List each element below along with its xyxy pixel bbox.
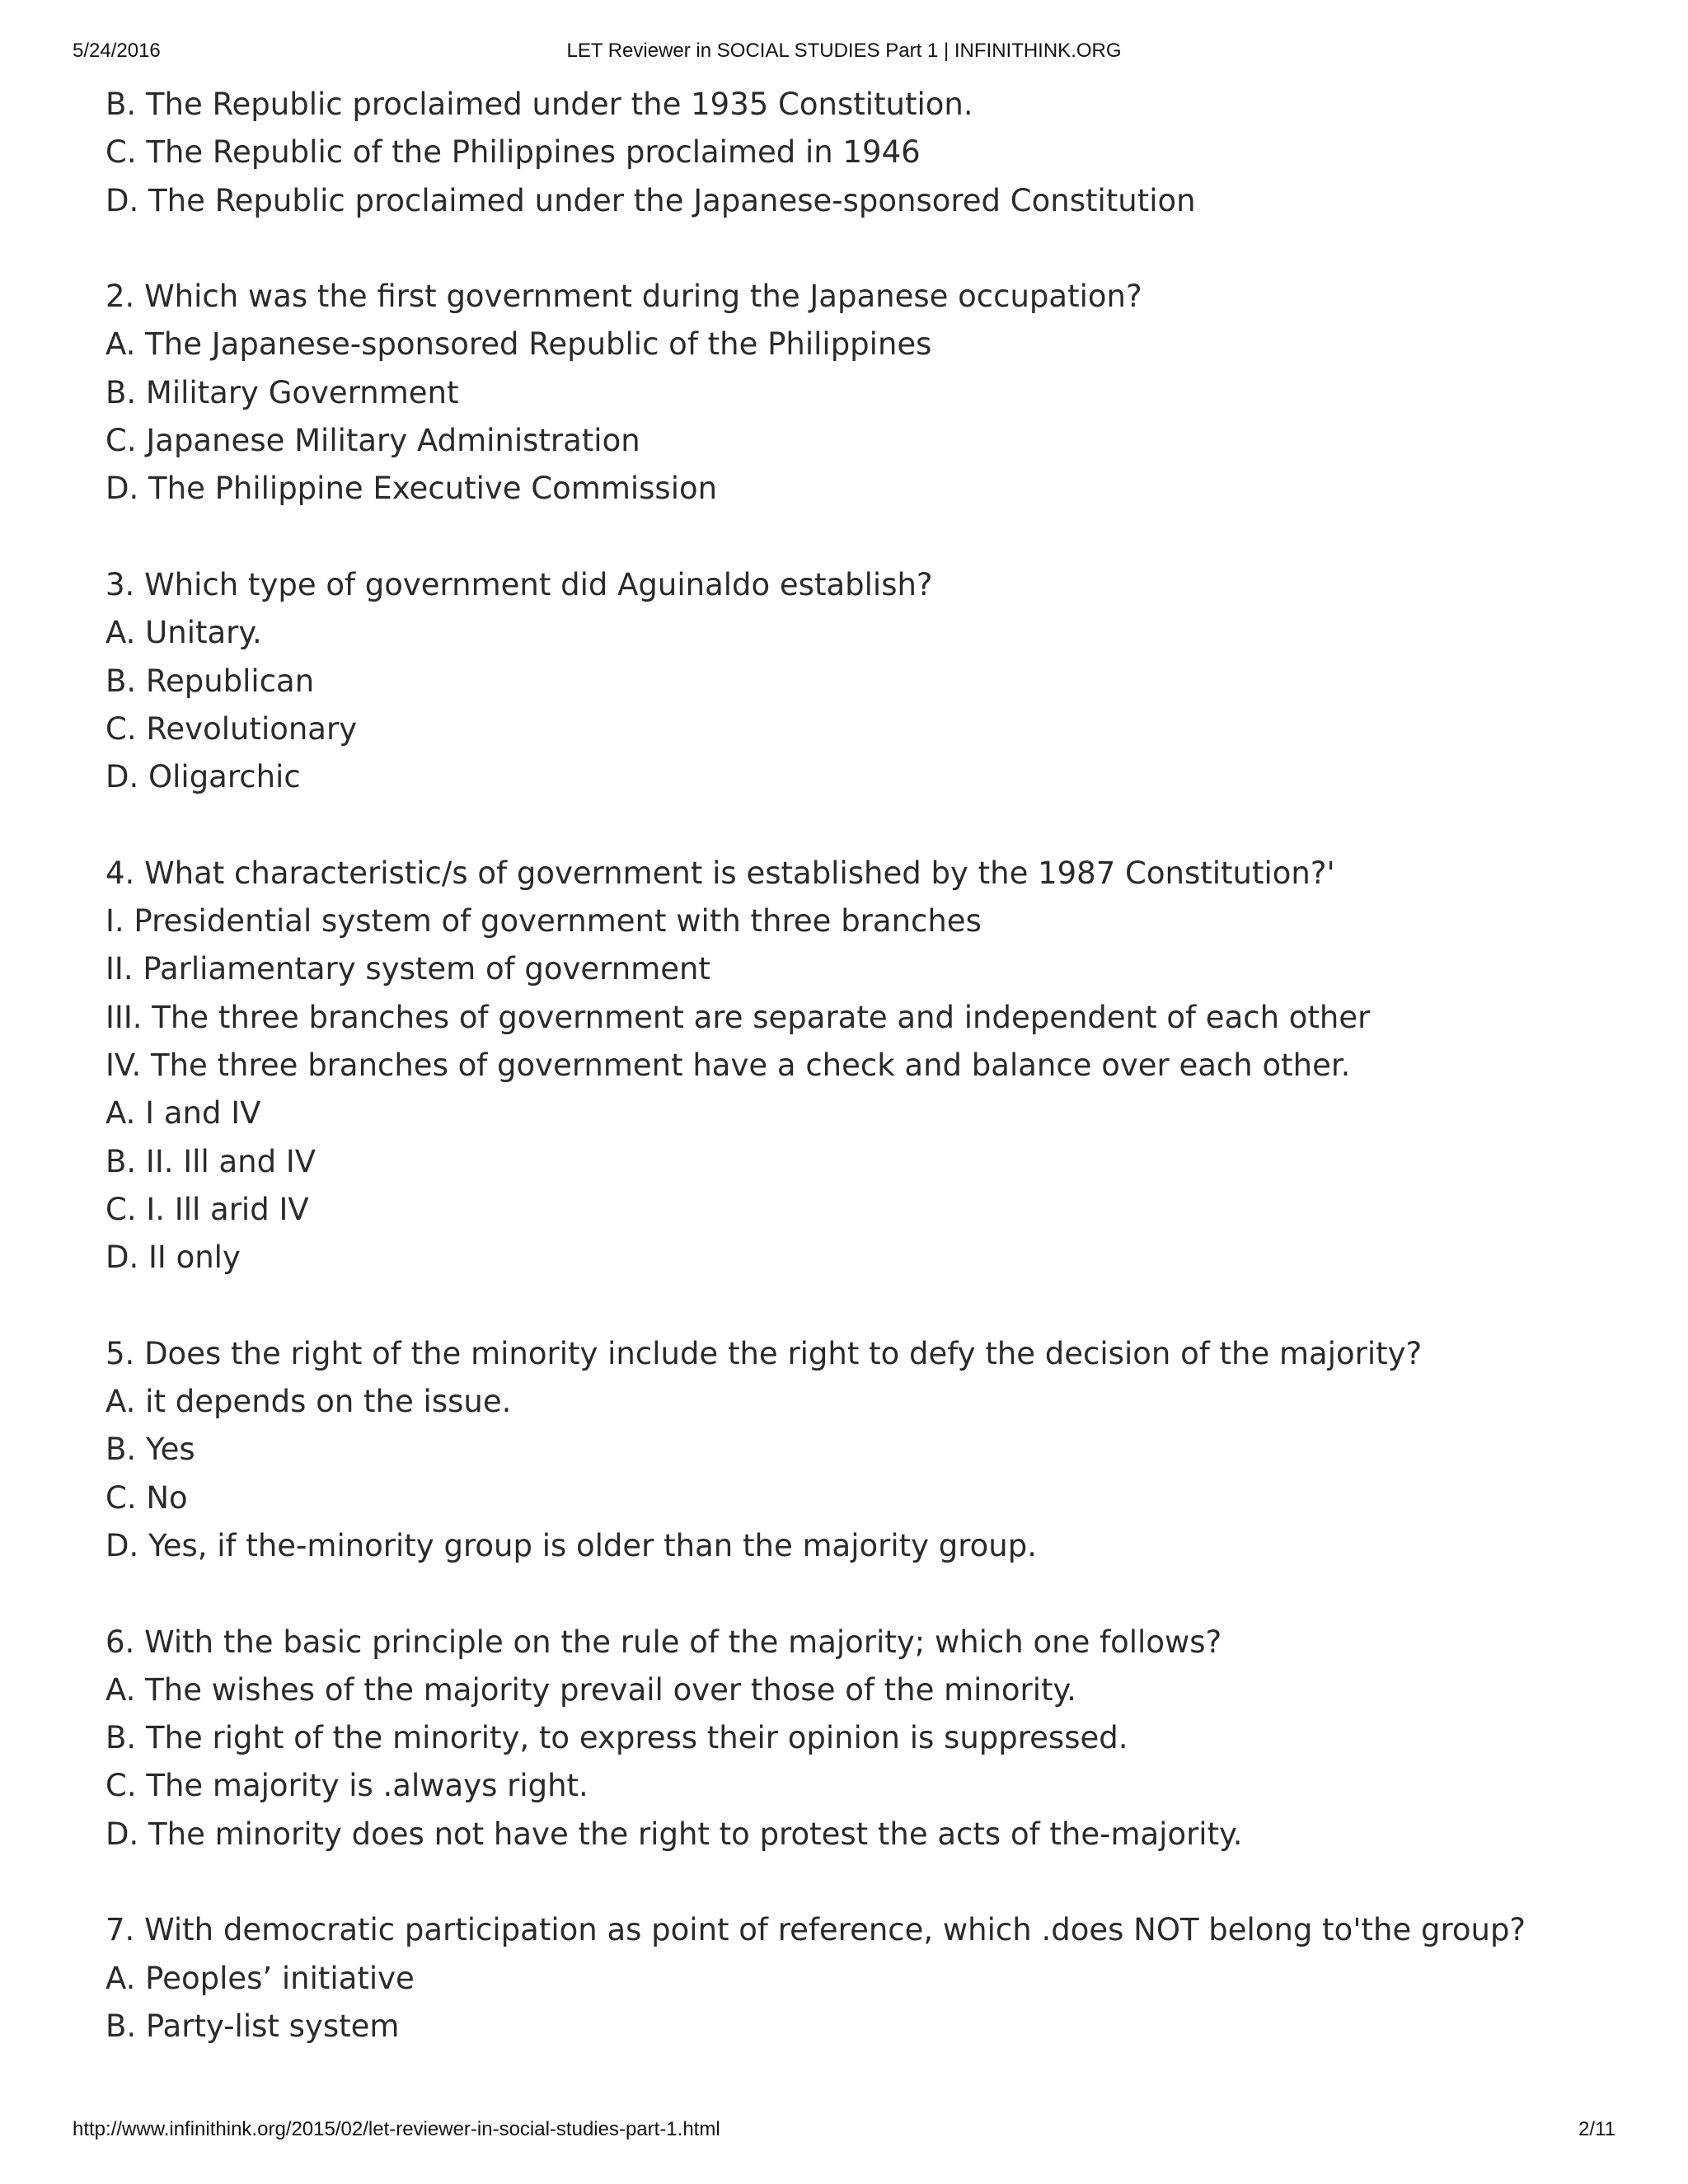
statement-item: I. Presidential system of government with three branches xyxy=(106,903,982,940)
answer-option: C. Japanese Military Administration xyxy=(106,423,640,459)
answer-option: B. II. Ill and IV xyxy=(106,1143,316,1179)
answer-option: A. I and IV xyxy=(106,1095,261,1132)
blank-line xyxy=(106,225,1606,273)
blank-line xyxy=(106,1570,1606,1618)
answer-option: D. Yes, if the-minority group is older than the majority group. xyxy=(106,1527,1037,1563)
page-url: http://www.infinithink.org/2015/02/let-reviewer-in-social-studies-part-1.html xyxy=(73,2118,720,2140)
question-4: 4. What characteristic/s of government is established by the 1987 Constitution?' xyxy=(106,855,1335,891)
answer-option: C. Revolutionary xyxy=(106,710,358,747)
text-line: B. The Republic proclaimed under the 1935 Constitution. xyxy=(106,87,973,122)
answer-option: B. Military Government xyxy=(106,374,459,410)
statement-item: III. The three branches of government are separate and independent of each other xyxy=(106,999,1371,1035)
print-date: 5/24/2016 xyxy=(73,40,161,62)
question-2: 2. Which was the first government during the Japanese occupation? xyxy=(106,279,1142,315)
answer-option: B. The right of the minority, to express their opinion is suppressed. xyxy=(106,1720,1128,1756)
question-3: 3. Which type of government did Aguinaldo establish? xyxy=(106,566,933,602)
answer-option: B. Party-list system xyxy=(106,2008,400,2044)
answer-option: B. Republican xyxy=(106,663,315,699)
answer-option: A. Unitary. xyxy=(106,615,262,651)
blank-line xyxy=(106,1858,1606,1906)
text-line: C. The Republic of the Philippines proclaimed in 1946 xyxy=(106,134,921,171)
statement-item: II. Parliamentary system of government xyxy=(106,951,710,987)
answer-option: C. No xyxy=(106,1479,188,1516)
answer-option: D. II only xyxy=(106,1240,241,1276)
answer-option: B. Yes xyxy=(106,1432,195,1468)
blank-line xyxy=(106,1282,1606,1329)
answer-option: D. The Philippine Executive Commission xyxy=(106,471,718,507)
answer-option: D. The minority does not have the right to protest the acts of the-majority. xyxy=(106,1816,1243,1852)
text-line: D. The Republic proclaimed under the Japanese-sponsored Constitution xyxy=(106,182,1196,218)
answer-option: C. The majority is .always right. xyxy=(106,1768,588,1804)
blank-line xyxy=(106,513,1606,561)
answer-option: A. it depends on the issue. xyxy=(106,1384,512,1420)
statement-item: IV. The three branches of government have a check and balance over each other. xyxy=(106,1047,1351,1083)
question-7: 7. With democratic participation as point of reference, which .does NOT belong to'the group? xyxy=(106,1912,1526,1948)
page-title: LET Reviewer in SOCIAL STUDIES Part 1 | INFINITHINK.ORG xyxy=(566,40,1122,62)
answer-option: C. I. Ill arid IV xyxy=(106,1191,309,1227)
document-body xyxy=(106,81,1606,2050)
answer-option: A. The Japanese-sponsored Republic of the Philippines xyxy=(106,326,932,363)
page-number: 2/11 xyxy=(1578,2118,1615,2140)
blank-line xyxy=(106,801,1606,849)
print-header xyxy=(73,40,1615,68)
answer-option: D. Oligarchic xyxy=(106,759,301,795)
print-footer xyxy=(73,2118,1615,2146)
question-5: 5. Does the right of the minority include the right to defy the decision of the majority? xyxy=(106,1335,1423,1371)
answer-option: A. Peoples’ initiative xyxy=(106,1960,415,1996)
answer-option: A. The wishes of the majority prevail over those of the minority. xyxy=(106,1671,1076,1708)
question-6: 6. With the basic principle on the rule of the majority; which one follows? xyxy=(106,1624,1222,1660)
